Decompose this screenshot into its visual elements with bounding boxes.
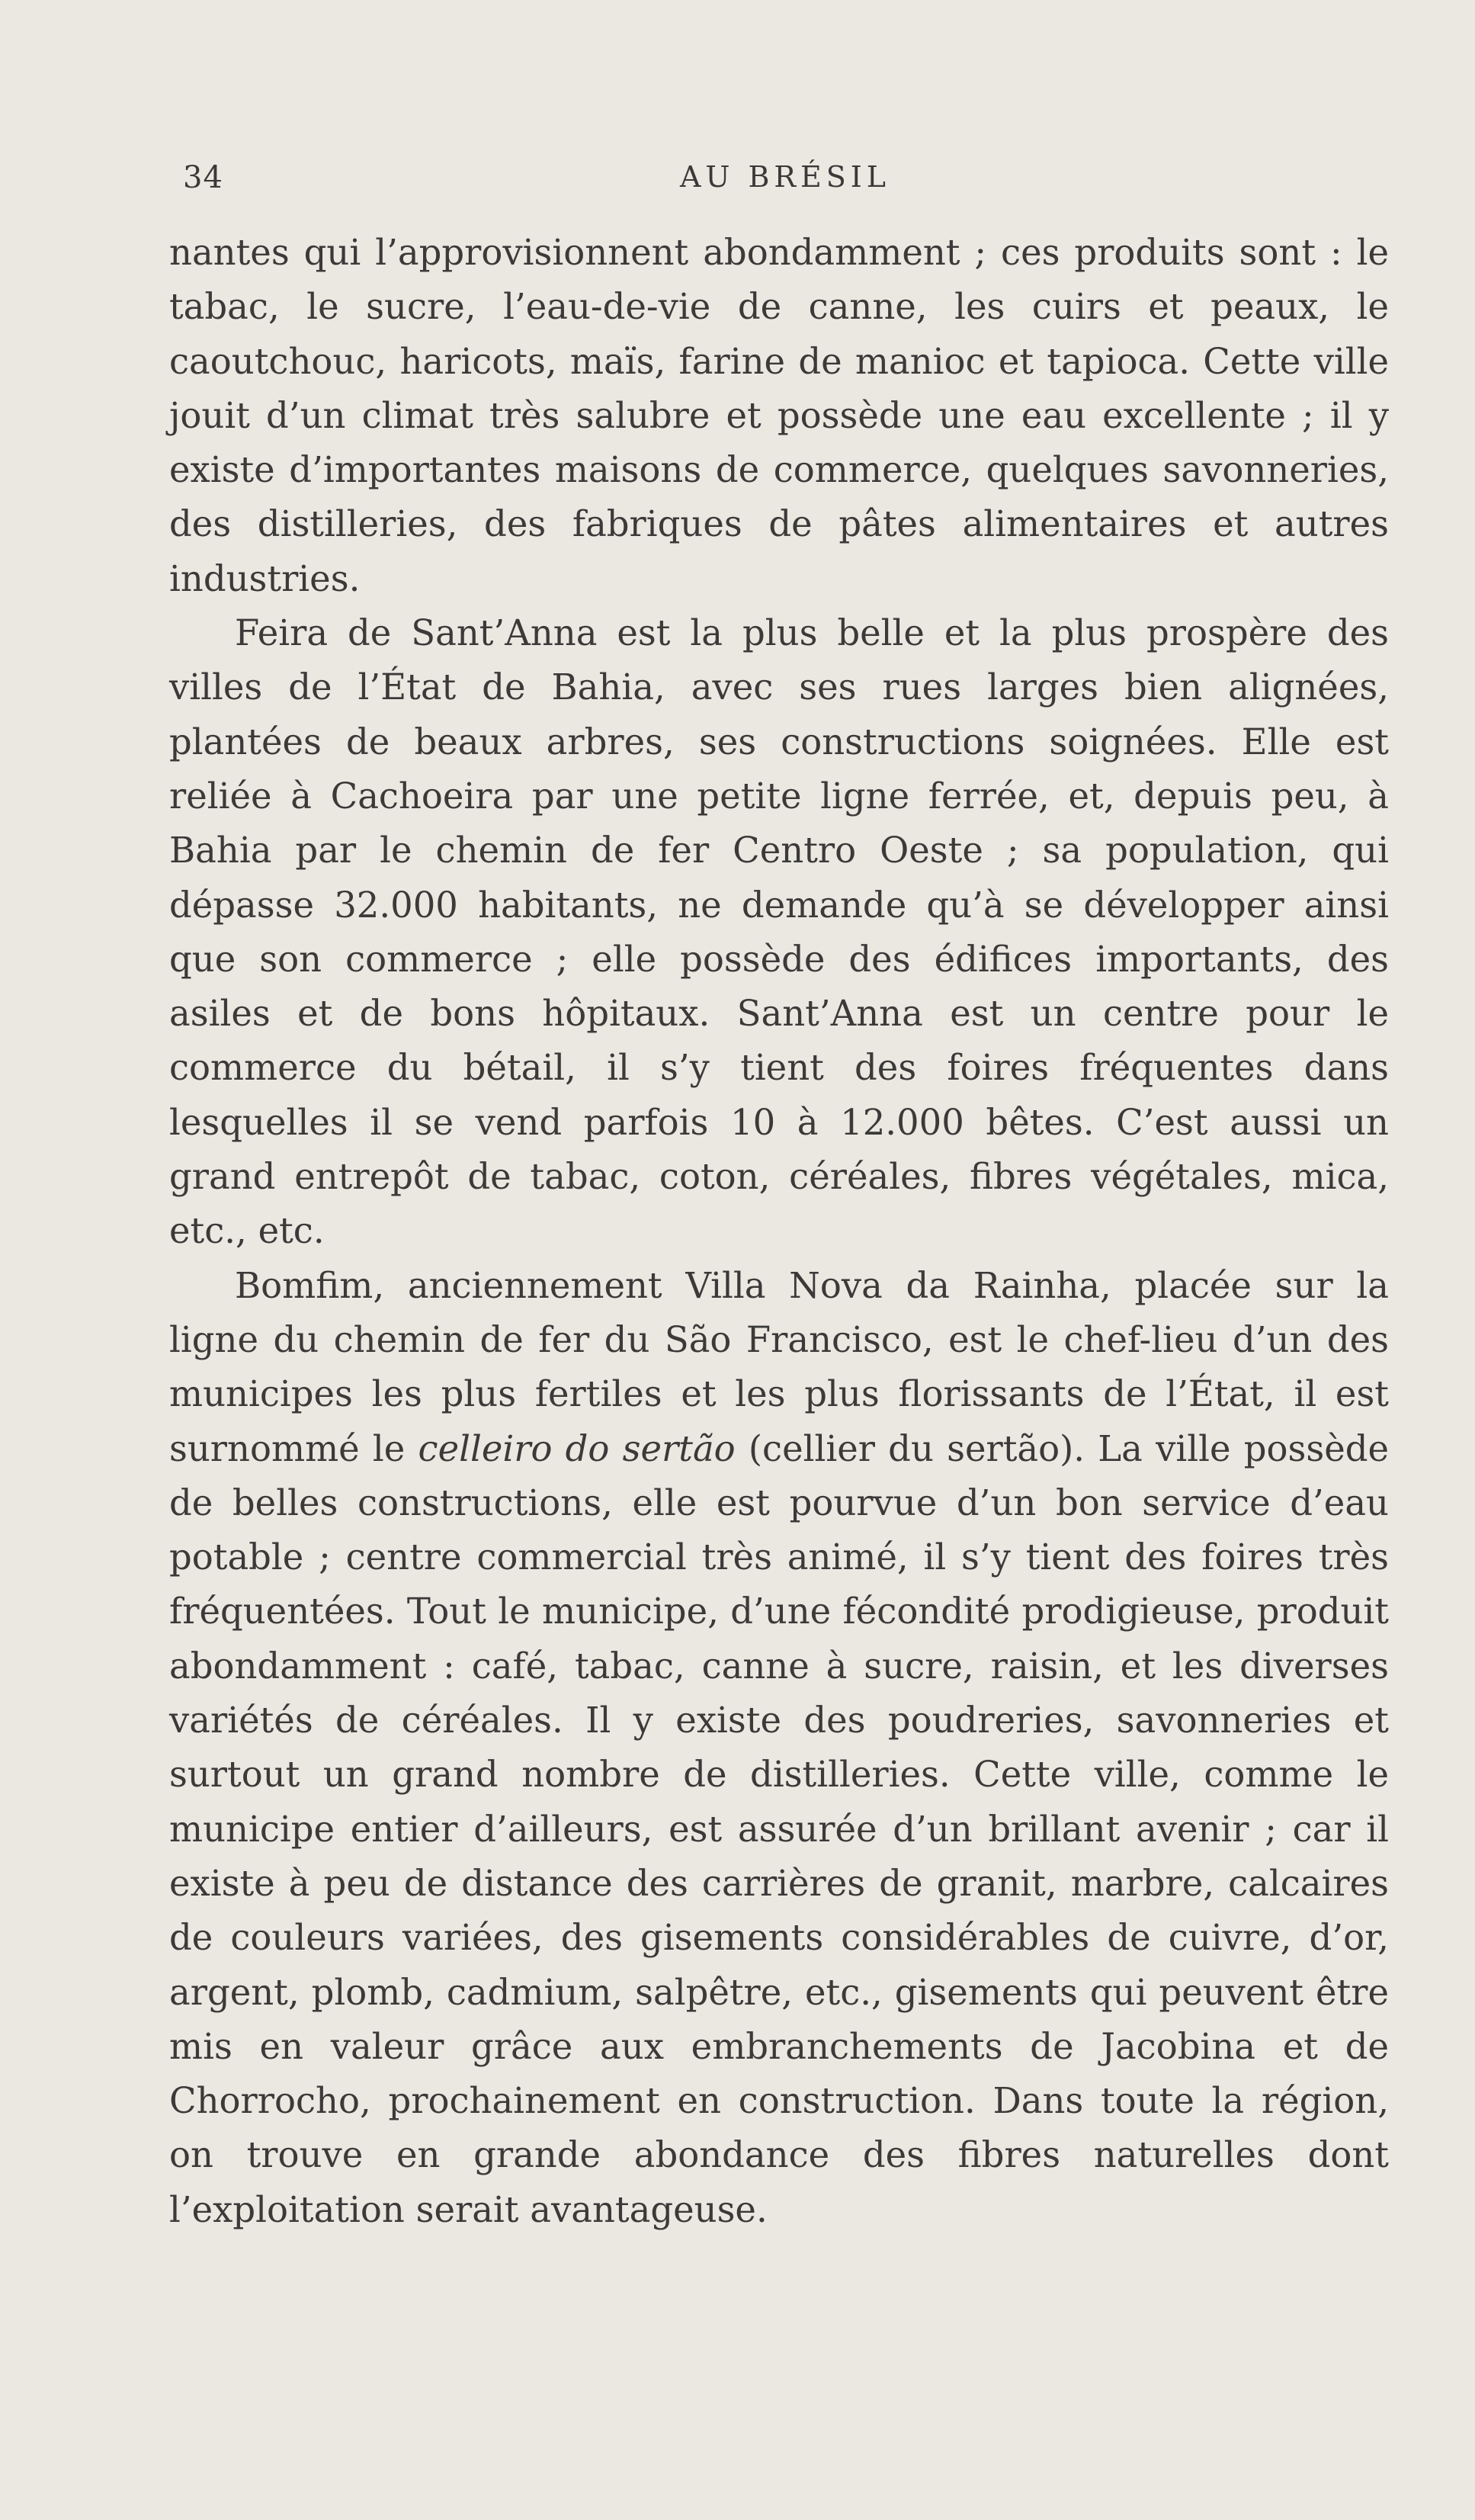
- italic-term: celleiro do sertão: [418, 1427, 736, 1469]
- page-number: 34: [183, 160, 223, 195]
- paragraph-feira-de-santanna: Feira de Sant’Anna est la plus belle et la plus prospère des villes de l’État de Bahia, avec ses rues larges bien alignées, plantées de beaux arbres, ses constructions soignées. Elle est reliée à Cachoeira par une petite ligne ferrée, et, depuis peu, à Bahia par le chemin de fer Centro Oeste ; sa population, qui dépasse 32.000 habitants, ne demande qu’à se développer ainsi que son commerce ; elle possède des édifices importants, des asiles et de bons hôpitaux. Sant’Anna est un centre pour le commerce du bétail, il s’y tient des foires fréquentes dans lesquelles il se vend parfois 10 à 12.000 bêtes. C’est aussi un grand entrepôt de tabac, coton, céréales, fibres végétales, mica, etc., etc.: [169, 612, 1389, 1252]
- body-text: [169, 226, 1389, 2237]
- paragraph-text: Bomfim, anciennement Villa Nova da Rainha, placée sur la ligne du chemin de fer du São Francisco, est le chef-lieu d’un des municipes les plus fertiles et les plus florissants de l’État, il est surnommé le: [169, 1264, 1389, 1469]
- running-head: [183, 160, 1387, 206]
- paragraph-text: (cellier du sertão). La ville possède de belles constructions, elle est pourvue d’un bon service d’eau potable ; centre commercial très animé, il s’y tient des foires très fréquentées. Tout le municipe, d’une fécondité prodigieuse, produit abondamment : café, tabac, canne à sucre, raisin, et les diverses variétés de céréales. Il y existe des poudreries, savonneries et surtout un grand nombre de distilleries. Cette ville, comme le municipe entier d’ailleurs, est assurée d’un brillant avenir ; car il existe à peu de distance des carrières de granit, marbre, calcaires de couleurs variées, des gisements considérables de cuivre, d’or, argent, plomb, cadmium, salpêtre, etc., gisements qui peuvent être mis en valeur grâce aux embranchements de Jacobina et de Chorrocho, prochainement en construction. Dans toute la région, on trouve en grande abondance des fibres naturelles dont l’exploitation serait avantageuse.: [169, 1427, 1390, 2230]
- paragraph-continuation: nantes qui l’approvisionnent abondamment ; ces produits sont : le tabac, le sucre, l’eau-de-vie de canne, les cuirs et peaux, le caoutchouc, haricots, maïs, farine de manioc et tapioca. Cette ville jouit d’un climat très salubre et possède une eau excellente ; il y existe d’importantes maisons de commerce, quelques savonneries, des distilleries, des fabriques de pâtes alimentaires et autres industries.: [169, 232, 1389, 599]
- paragraph-bomfim: [169, 1259, 1389, 2237]
- running-title: AU BRÉSIL: [679, 160, 891, 194]
